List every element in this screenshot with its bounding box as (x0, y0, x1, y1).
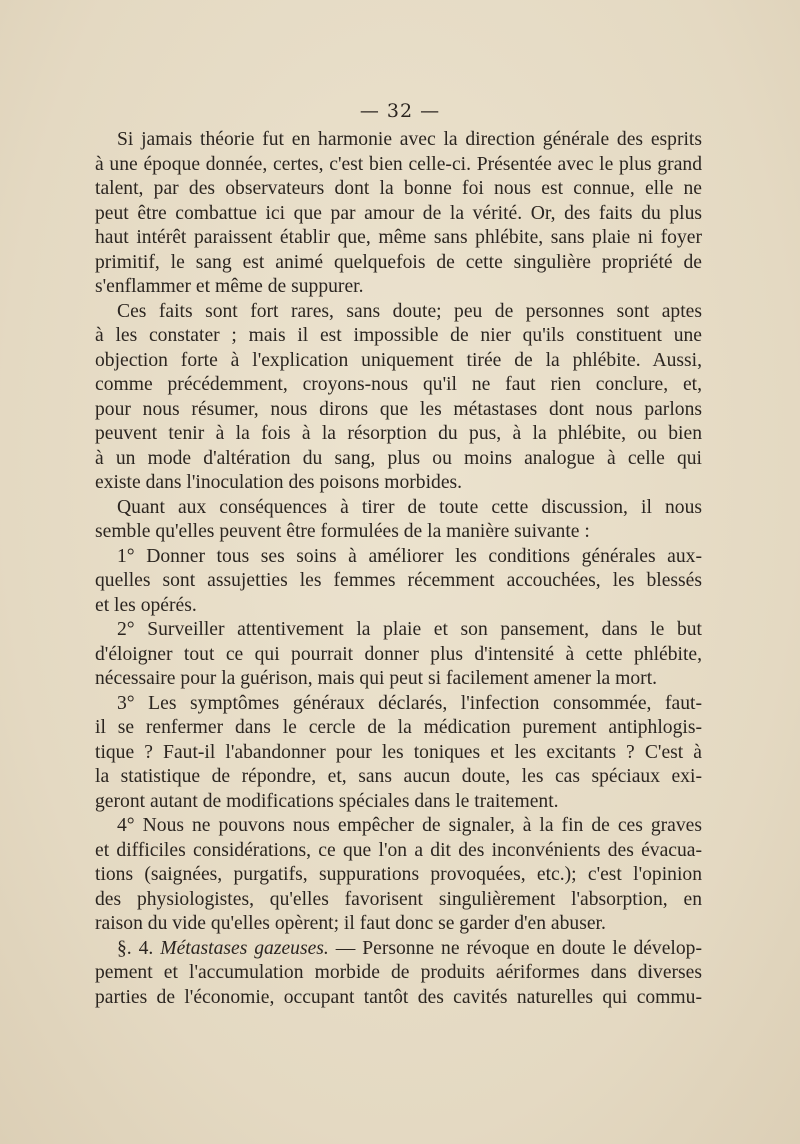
text-line: raison du vide qu'elles opèrent; il faut donc se garder d'en abuser. (95, 913, 606, 934)
section-paragraph (95, 937, 702, 1011)
text-line: 2° Surveiller attentivement la plaie et son pansement, dans le but (117, 619, 702, 640)
paragraph (95, 300, 702, 496)
text-line: à une époque donnée, certes, c'est bien celle-ci. Présentée avec le plus grand (95, 153, 702, 175)
numbered-paragraph (95, 545, 702, 619)
section-number: §. 4. (117, 937, 161, 959)
paragraph (95, 496, 702, 545)
text-line: existe dans l'inoculation des poisons morbides. (95, 472, 463, 493)
section-title: Métastases gazeuses. (160, 937, 329, 959)
text-line: pement et l'accumulation morbide de produits aériformes dans diverses (95, 962, 702, 983)
text-line: la statistique de répondre, et, sans aucun doute, les cas spéciaux exi- (95, 766, 702, 787)
text-line: tique ? Faut-il l'abandonner pour les toniques et les excitants ? C'est à (95, 741, 702, 763)
text-line: 3° Les symptômes généraux déclarés, l'infection consommée, faut- (117, 692, 702, 714)
text-line: pour nous résumer, nous dirons que les métastases dont nous parlons (95, 398, 702, 420)
body-text (95, 128, 702, 1010)
text-line: et difficiles considérations, ce que l'on a dit des inconvénients des évacua- (95, 839, 702, 861)
text-line: d'éloigner tout ce qui pourrait donner plus d'intensité à cette phlébite, (95, 643, 702, 665)
text-line: à les constater ; mais il est impossible de nier qu'ils constituent une (95, 325, 702, 346)
paragraph (95, 128, 702, 300)
text-line: semble qu'elles peuvent être formulées de la manière suivante : (95, 521, 590, 542)
page-number: — 32 — (359, 100, 441, 122)
text-line: Quant aux conséquences à tirer de toute cette discussion, il nous (117, 496, 702, 518)
text-line: 4° Nous ne pouvons nous empêcher de signaler, à la fin de ces graves (117, 815, 702, 836)
text-line: tions (saignées, purgatifs, suppurations provoquées, etc.); c'est l'opinion (95, 864, 702, 885)
text-line: il se renfermer dans le cercle de la médication purement antiphlogis- (95, 717, 702, 738)
section-first-line-text: — Personne ne révoque en doute le dévelop- (328, 937, 702, 959)
text-line: talent, par des observateurs dont la bonne foi nous est connue, elle ne (95, 178, 702, 199)
text-line: quelles sont assujetties les femmes récemment accouchées, les blessés (95, 570, 702, 591)
text-line: et les opérés. (95, 594, 197, 616)
text-line: haut intérêt paraissent établir que, même sans phlébite, sans plaie ni foyer (95, 227, 702, 248)
text-line: parties de l'économie, occupant tantôt des cavités naturelles qui commu- (95, 986, 702, 1008)
text-line: Si jamais théorie fut en harmonie avec la direction générale des esprits (117, 129, 702, 150)
numbered-paragraph (95, 814, 702, 937)
text-line: geront autant de modifications spéciales dans le traitement. (95, 790, 559, 812)
text-line: peut être combattue ici que par amour de la vérité. Or, des faits du plus (95, 202, 702, 224)
text-line: 1° Donner tous ses soins à améliorer les conditions générales aux- (117, 545, 702, 567)
text-line: des physiologistes, qu'elles favorisent singulièrement l'absorption, en (95, 888, 702, 910)
section-first-line (95, 937, 702, 962)
text-line: primitif, le sang est animé quelquefois de cette singulière propriété de (95, 251, 702, 273)
text-line: s'enflammer et même de suppurer. (95, 276, 364, 297)
numbered-paragraph (95, 692, 702, 815)
numbered-paragraph (95, 618, 702, 692)
text-line: objection forte à l'explication uniquement tirée de la phlébite. Aussi, (95, 349, 702, 371)
text-line: peuvent tenir à la fois à la résorption du pus, à la phlébite, ou bien (95, 423, 702, 444)
text-line: comme précédemment, croyons-nous qu'il ne faut rien conclure, et, (95, 374, 702, 395)
text-line: à un mode d'altération du sang, plus ou moins analogue à celle qui (95, 447, 702, 469)
text-line: Ces faits sont fort rares, sans doute; peu de personnes sont aptes (117, 300, 702, 322)
text-line: nécessaire pour la guérison, mais qui peut si facilement amener la mort. (95, 668, 658, 689)
